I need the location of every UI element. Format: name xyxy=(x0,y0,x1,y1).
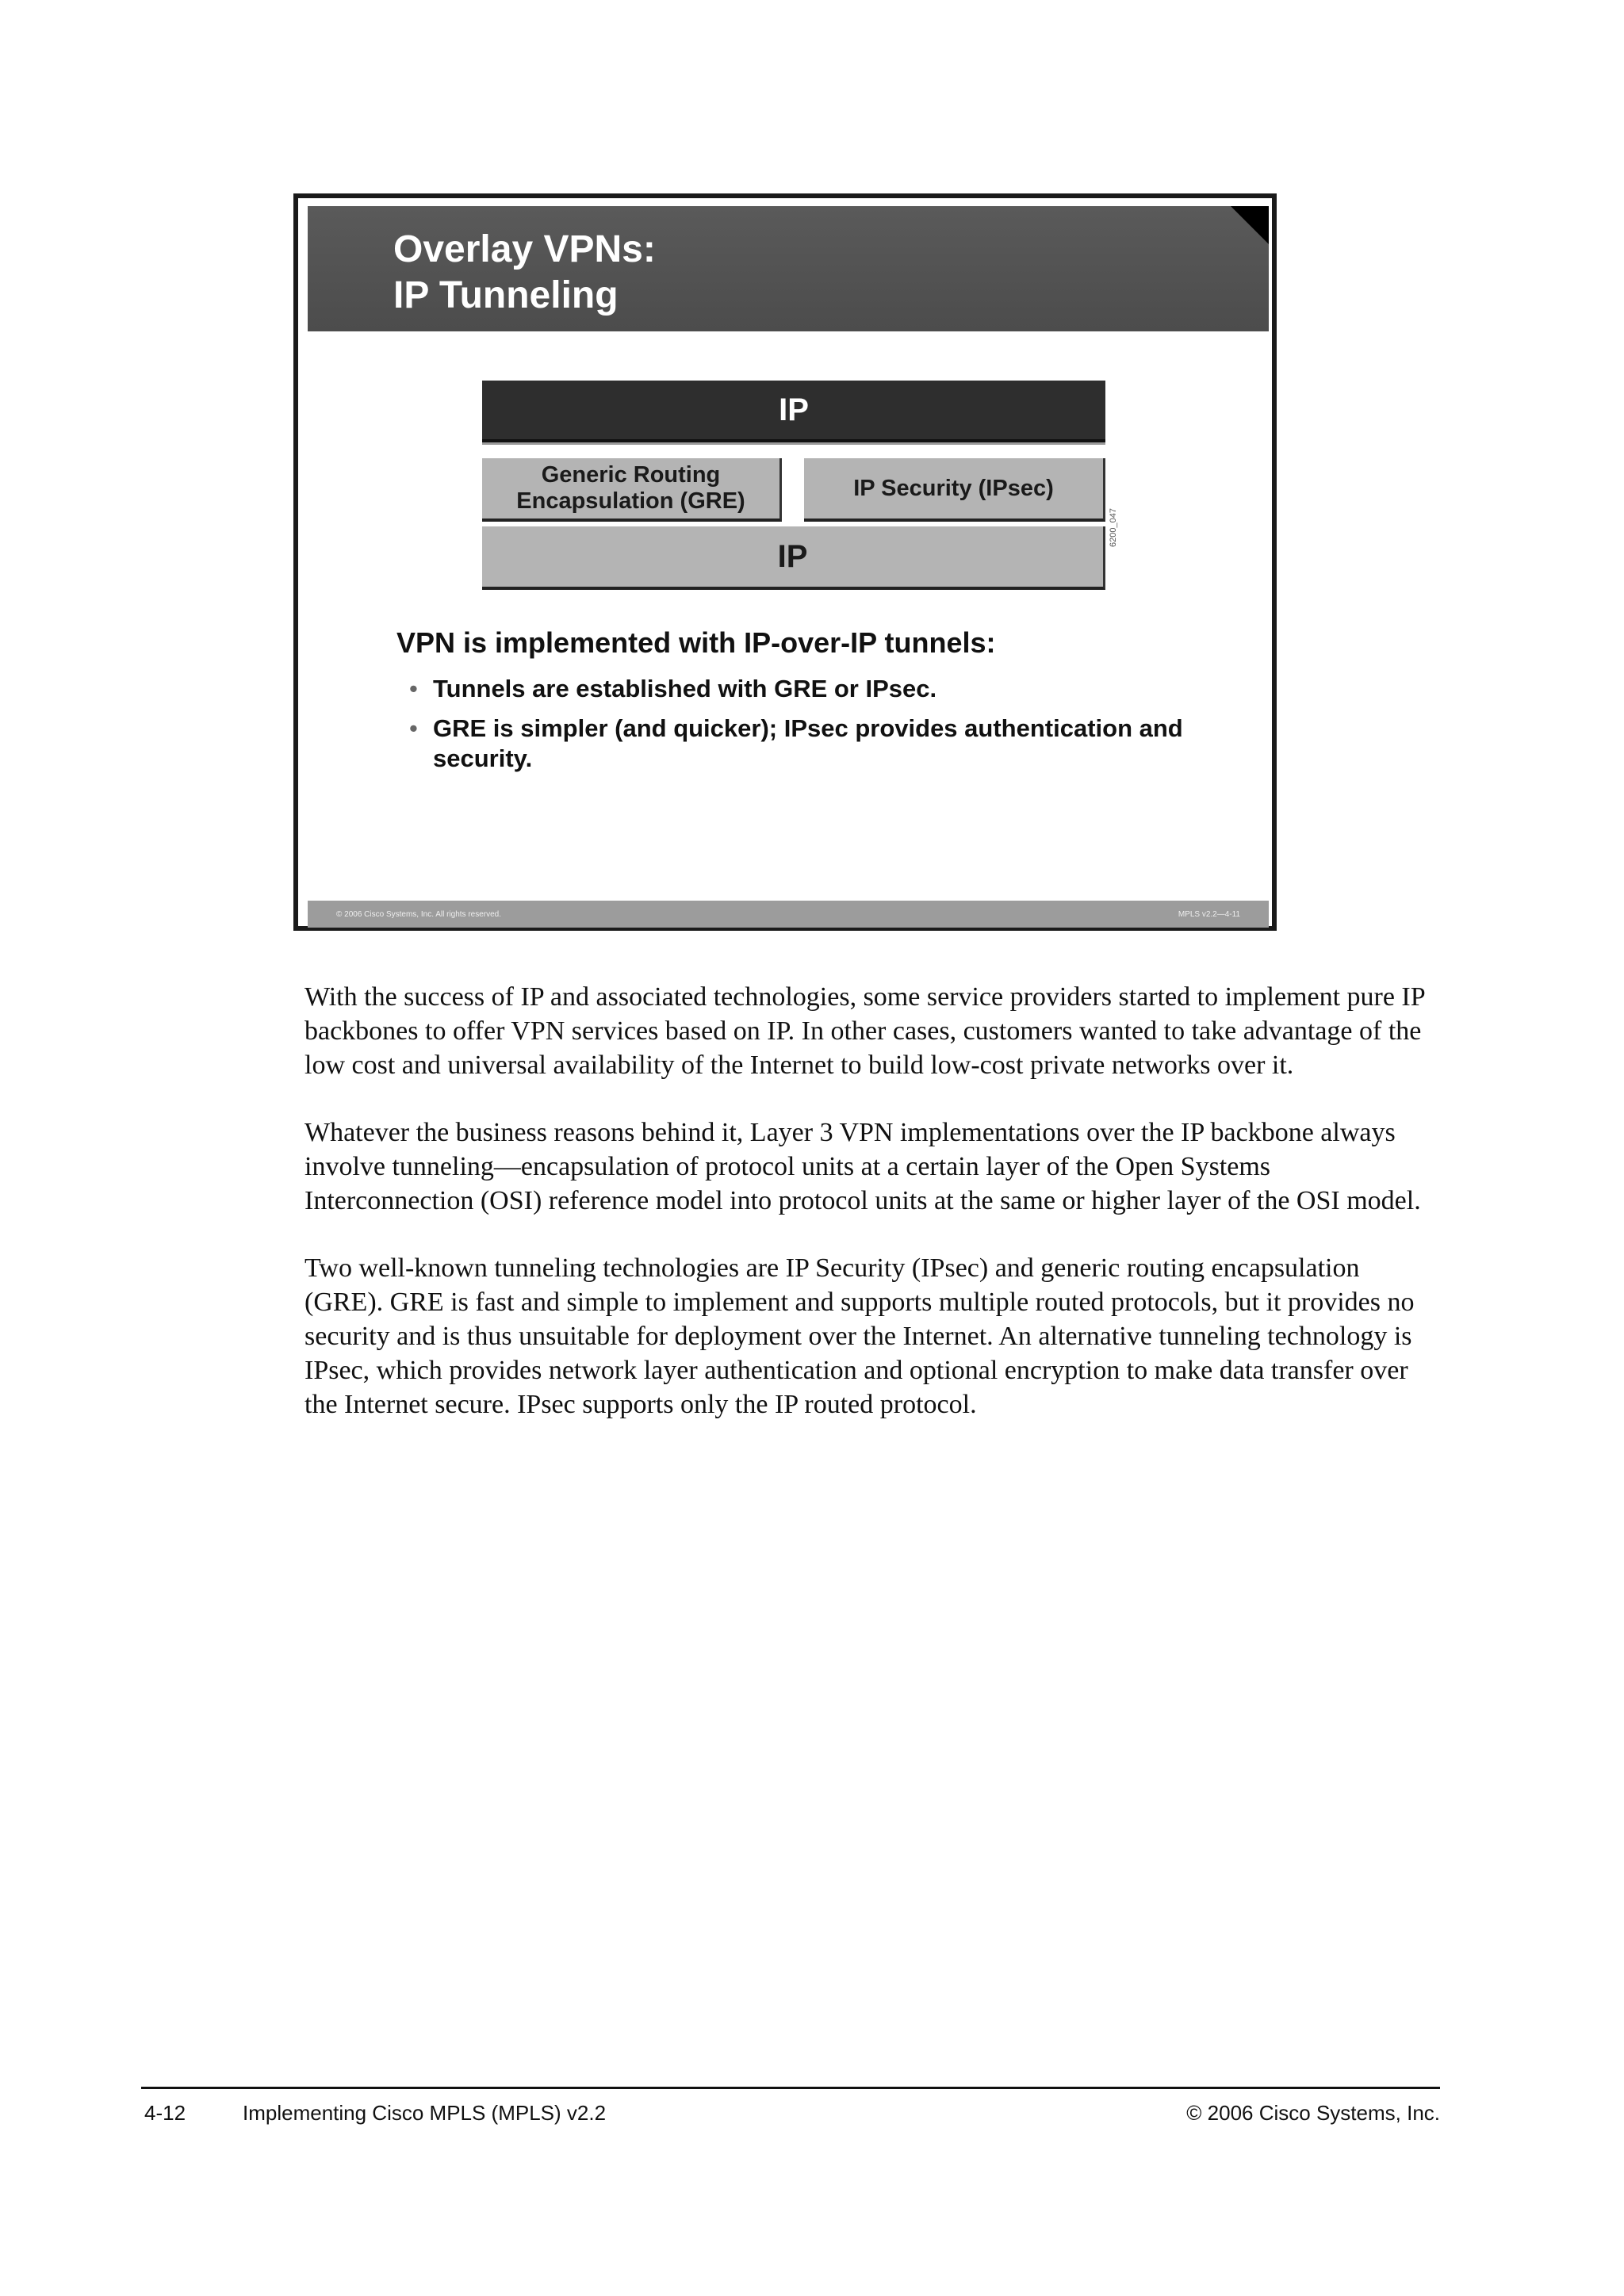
bullet-dot-icon: • xyxy=(409,714,418,742)
slide-title-line2: IP Tunneling xyxy=(393,274,619,316)
page-copyright: © 2006 Cisco Systems, Inc. xyxy=(1186,2101,1440,2125)
slide-bullet-text: Tunnels are established with GRE or IPsec. xyxy=(433,675,937,702)
diagram-figure-id: 6200_047 xyxy=(1109,508,1118,547)
slide-bullet-item xyxy=(409,674,1202,704)
bullet-dot-icon: • xyxy=(409,675,418,702)
diagram-ip-top-layer: IP xyxy=(482,381,1105,442)
slide-title xyxy=(393,227,656,319)
body-paragraph: Whatever the business reasons behind it, Layer 3 VPN implementations over the IP backbone always involve tunneling—encapsulation of protocol units at a certain layer of the Open Systems Interconnection (OSI) reference model into protocol units at the same or higher layer of the OSI model. xyxy=(304,1118,1421,1215)
course-title: Implementing Cisco MPLS (MPLS) v2.2 xyxy=(243,2101,607,2125)
slide-footer xyxy=(308,901,1269,928)
slide-bullet-text: GRE is simpler (and quicker); IPsec provides authentication and security. xyxy=(433,714,1183,772)
slide-lead-text: VPN is implemented with IP-over-IP tunnels: xyxy=(396,626,996,659)
footer-rule xyxy=(141,2087,1440,2089)
diagram-ip-bottom-layer: IP xyxy=(482,526,1105,590)
page-number: 4-12 xyxy=(144,2101,186,2125)
slide-corner-marker xyxy=(1231,206,1269,244)
diagram-gre-layer xyxy=(482,458,782,522)
body-paragraph: With the success of IP and associated technologies, some service providers started to implement pure IP backbones to offer VPN services based on IP. In other cases, customers wanted to take advantage of the low cost and universal availability of the Internet to build low-cost private networks over it. xyxy=(304,982,1425,1080)
body-text xyxy=(304,980,1431,1455)
slide-title-line1: Overlay VPNs: xyxy=(393,228,656,270)
slide-footer-id: MPLS v2.2—4-11 xyxy=(1178,909,1240,919)
slide-frame xyxy=(293,193,1277,931)
diagram-gre-line2: Encapsulation (GRE) xyxy=(516,488,745,514)
slide-footer-copyright: © 2006 Cisco Systems, Inc. All rights reserved. xyxy=(336,909,502,919)
diagram-ipsec-layer: IP Security (IPsec) xyxy=(804,458,1105,522)
slide-header xyxy=(308,206,1269,331)
body-paragraph: Two well-known tunneling technologies are IP Security (IPsec) and generic routing encapsulation (GRE). GRE is fast and simple to implement and supports multiple routed protocols, but it provides no security and is thus unsuitable for deployment over the Internet. An alternative tunneling technology is IPsec, which provides network layer authentication and optional encryption to make data transfer over the Internet secure. IPsec supports only the IP routed protocol. xyxy=(304,1253,1415,1419)
slide-bullet-list xyxy=(409,674,1202,783)
slide-bullet-item xyxy=(409,714,1202,774)
page-footer xyxy=(144,2101,1440,2133)
diagram-gre-line1: Generic Routing xyxy=(541,462,721,488)
